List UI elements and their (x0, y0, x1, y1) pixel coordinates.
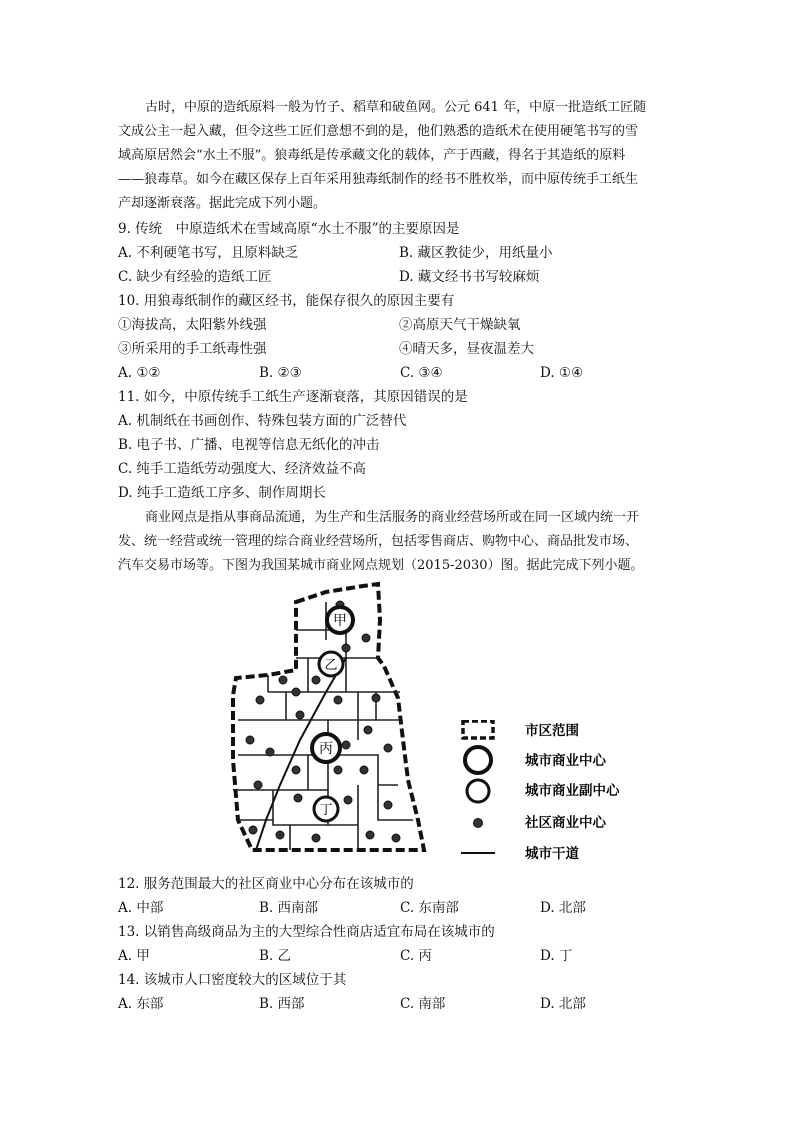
legend-city-center-symbol (465, 747, 491, 773)
option-c[interactable]: C. ③④ (400, 365, 443, 381)
option-c[interactable]: C. 东南部 (400, 900, 459, 916)
statement-1: ①海拔高，太阳紫外线强 (118, 317, 267, 333)
option-b[interactable]: B. 西南部 (259, 900, 319, 916)
option-d[interactable]: D. 纯手工造纸工序多、制作周期长 (118, 485, 326, 501)
option-c[interactable]: C. 丙 (400, 948, 432, 964)
option-b[interactable]: B. 电子书、广播、电视等信息无纸化的冲击 (118, 437, 380, 453)
statement-4: ④晴天多，昼夜温差大 (399, 341, 534, 357)
question-12 (118, 872, 708, 920)
passage-line: 文成公主一起入藏，但令这些工匠们意想不到的是，他们熟悉的造纸术在使用硬笔书写的雪 (118, 124, 639, 139)
center-yi (319, 652, 343, 676)
question-stem: 12. 服务范围最大的社区商业中心分布在该城市的 (118, 876, 414, 892)
legend-community-symbol (474, 819, 483, 828)
passage-line: 汽车交易市场等。下图为我国某城市商业网点规划（2015-2030）图。据此完成下列小题。 (118, 558, 644, 573)
statement-3: ③所采用的手工纸毒性强 (118, 341, 267, 357)
passage-paper (118, 96, 688, 216)
option-a[interactable]: A. 不利硬笔书写，且原料缺乏 (118, 245, 299, 261)
label-ding: 丁 (319, 803, 333, 818)
center-ding (314, 797, 338, 821)
legend-city-center: 城市商业中心 (525, 753, 606, 769)
option-d[interactable]: D. 北部 (540, 900, 586, 916)
legend-urban-boundary: 市区范围 (525, 723, 579, 739)
passage-line: 古时，中原的造纸原料一般为竹子、稻草和破鱼网。公元 641 年，中原一批造纸工匠随 (145, 100, 647, 115)
label-bing: 丙 (319, 741, 333, 757)
option-a[interactable]: A. 机制纸在书画创作、特殊包装方面的广泛替代 (118, 413, 407, 429)
option-c[interactable]: C. 南部 (400, 996, 446, 1012)
center-bing (312, 734, 340, 762)
passage-line: 商业网点是指从事商品流通，为生产和生活服务的商业经营场所或在同一区域内统一开 (145, 510, 640, 525)
legend-community-center: 社区商业中心 (525, 815, 606, 831)
question-stem: 9. 传统 中原造纸术在雪域高原“水土不服”的主要原因是 (118, 221, 460, 237)
option-c[interactable]: C. 缺少有经验的造纸工匠 (118, 269, 272, 285)
option-b[interactable]: B. ②③ (259, 365, 302, 381)
option-a[interactable]: A. ①② (118, 365, 161, 381)
map-legend (455, 720, 685, 865)
question-stem: 10. 用狼毒纸制作的藏区经书，能保存很久的原因主要有 (118, 293, 455, 309)
passage-commerce (118, 506, 698, 578)
question-stem: 13. 以销售高级商品为主的大型综合性商店适宜布局在该城市的 (118, 924, 495, 940)
option-b[interactable]: B. 西部 (259, 996, 305, 1012)
label-jia: 甲 (333, 613, 347, 629)
label-yi: 乙 (324, 658, 338, 673)
option-b[interactable]: B. 乙 (259, 948, 292, 964)
legend-trunk-road: 城市干道 (525, 846, 579, 862)
legend-sub-center-symbol (467, 780, 489, 802)
option-d[interactable]: D. 北部 (540, 996, 586, 1012)
option-c[interactable]: C. 纯手工造纸劳动强度大、经济效益不高 (118, 461, 366, 477)
passage-line: 产却逐渐衰落。据此完成下列小题。 (118, 196, 327, 211)
question-stem: 11. 如今，中原传统手工纸生产逐渐衰落，其原因错误的是 (118, 389, 468, 405)
option-d[interactable]: D. 藏文经书书写较麻烦 (399, 269, 540, 285)
question-stem: 14. 该城市人口密度较大的区域位于其 (118, 972, 347, 988)
option-b[interactable]: B. 藏区教徒少，用纸量小 (399, 245, 553, 261)
option-a[interactable]: A. 中部 (118, 900, 164, 916)
question-10 (118, 289, 708, 385)
option-d[interactable]: D. ①④ (540, 365, 584, 381)
option-d[interactable]: D. 丁 (540, 948, 573, 964)
center-jia (327, 607, 353, 633)
question-11 (118, 385, 708, 505)
legend-urban-boundary-symbol (463, 721, 493, 738)
passage-line: ——狼毒草。如今在藏区保存上百年采用独毒纸制作的经书不胜枚举，而中原传统手工纸生 (118, 172, 639, 187)
option-a[interactable]: A. 甲 (118, 948, 150, 964)
passage-line: 发、统一经营或统一管理的综合商业经营场所，包括零售商店、购物中心、商品批发市场、 (118, 534, 639, 549)
legend-sub-center: 城市商业副中心 (525, 783, 620, 799)
passage-line: 域高原居然会“水土不服”。狼毒纸是传承藏文化的载体，产于西藏，得名于其造纸的原料 (118, 148, 626, 163)
question-13 (118, 920, 708, 968)
city-commerce-map (228, 580, 428, 870)
option-a[interactable]: A. 东部 (118, 996, 164, 1012)
question-14 (118, 968, 708, 1016)
statement-2: ②高原天气干燥缺氧 (399, 317, 521, 333)
question-9 (118, 217, 708, 289)
